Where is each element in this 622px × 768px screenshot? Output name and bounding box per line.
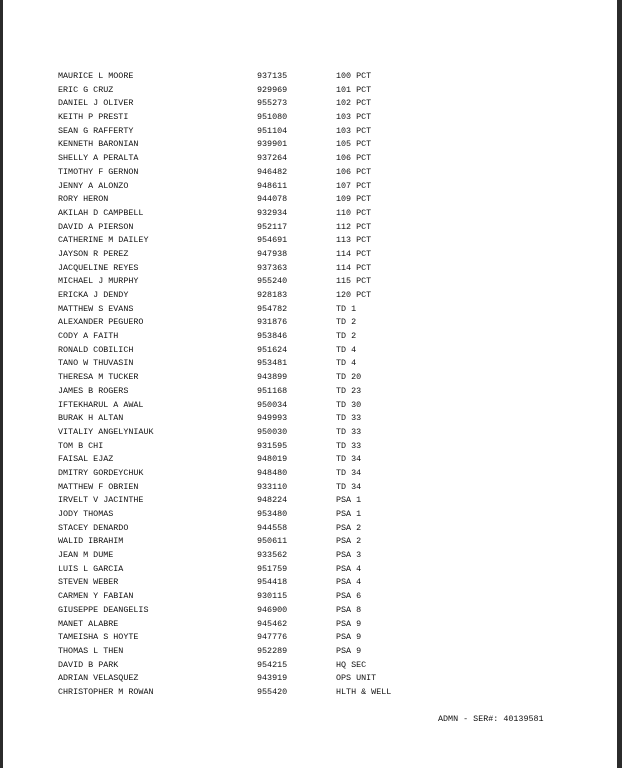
member-number: 943919 [257,673,288,684]
member-number: 939901 [257,139,288,150]
member-name: ADRIAN VELASQUEZ [58,673,139,684]
member-command: TD 33 [336,426,362,437]
member-number: 947776 [257,632,288,643]
member-number: 932934 [257,207,288,218]
member-number: 937363 [257,262,288,273]
member-name: STEVEN WEBER [58,577,119,588]
member-command: 100 PCT [336,71,372,81]
member-name: THERESA M TUCKER [58,372,139,383]
member-number: 952117 [257,221,288,232]
member-command: 106 PCT [336,153,372,164]
member-name: KEITH P PRESTI [58,112,129,123]
member-command: TD 4 [336,344,357,355]
member-number: 951104 [257,125,288,136]
member-number: 953846 [257,331,288,342]
member-number: 955273 [257,98,288,109]
member-name: ERICKA J DENDY [58,290,129,300]
member-name: TANO W THUVASIN [58,358,134,369]
member-command: PSA 9 [336,618,362,629]
member-command: 114 PCT [336,248,372,259]
member-command: PSA 6 [336,591,362,602]
member-number: 945462 [257,618,288,629]
member-number: 955420 [257,686,288,697]
member-number: 951624 [257,344,288,355]
member-command: 120 PCT [336,290,372,300]
member-command: PSA 1 [336,509,362,519]
member-command: TD 23 [336,385,362,396]
member-command: PSA 9 [336,645,362,656]
member-name: AKILAH D CAMPBELL [58,207,144,218]
member-command: OPS UNIT [336,673,377,684]
member-number: 954215 [257,659,288,670]
member-command: TD 2 [336,331,357,342]
member-name: TOM B CHI [58,440,104,451]
member-command: 114 PCT [336,262,372,273]
member-command: HLTH & WELL [336,686,392,697]
member-name: KENNETH BARONIAN [58,139,139,150]
member-command: PSA 2 [336,522,362,533]
member-name: DAVID B PARK [58,659,119,670]
member-number: 931595 [257,440,288,451]
member-name: SEAN G RAFFERTY [58,125,134,136]
member-name: CATHERINE M DAILEY [58,235,149,246]
member-name: CARMEN Y FABIAN [58,591,134,602]
member-name: JACQUELINE REYES [58,262,139,273]
member-number: 937135 [257,71,288,81]
member-number: 933562 [257,550,288,561]
member-command: 113 PCT [336,235,372,246]
member-name: STACEY DENARDO [58,522,129,533]
member-number: 933110 [257,481,288,492]
member-number: 948480 [257,467,288,478]
member-name: FAISAL EJAZ [58,454,114,465]
member-name: MICHAEL J MURPHY [58,276,139,287]
member-command: 101 PCT [336,84,372,95]
member-command: TD 34 [336,481,362,492]
member-command: TD 33 [336,413,362,424]
member-command: PSA 2 [336,536,362,547]
member-number: 948611 [257,180,288,191]
member-name: THOMAS L THEN [58,645,124,656]
serial-footer: ADMN - SER#: 40139581 [438,714,544,724]
member-name: MATTHEW F OBRIEN [58,481,139,492]
member-name: WALID IBRAHIM [58,536,124,547]
member-name: CODY A FAITH [58,331,119,342]
member-name: DMITRY GORDEYCHUK [58,467,144,478]
member-number: 951168 [257,385,288,396]
document-page [3,0,617,768]
member-command: 109 PCT [336,194,372,205]
member-command: 105 PCT [336,139,372,150]
member-name: MATTHEW S EVANS [58,303,134,314]
member-number: 944558 [257,522,288,533]
member-command: 102 PCT [336,98,372,109]
member-name: JAYSON R PEREZ [58,248,129,259]
member-number: 950030 [257,426,288,437]
member-number: 948019 [257,454,288,465]
member-command: PSA 1 [336,495,362,506]
member-command: TD 4 [336,358,357,369]
member-command: PSA 3 [336,550,362,561]
member-number: 947938 [257,248,288,259]
member-command: PSA 4 [336,577,362,588]
member-name: IFTEKHARUL A AWAL [58,399,144,410]
member-command: 112 PCT [336,221,372,232]
member-number: 937264 [257,153,288,164]
member-name: JODY THOMAS [58,509,114,519]
member-command: TD 30 [336,399,362,410]
member-number: 948224 [257,495,288,506]
member-number: 951759 [257,563,288,574]
member-number: 928183 [257,290,288,300]
member-command: HQ SEC [336,659,367,670]
member-number: 950034 [257,399,288,410]
member-name: VITALIY ANGELYNIAUK [58,426,154,437]
member-name: JENNY A ALONZO [58,180,129,191]
member-number: 949993 [257,413,288,424]
member-command: TD 34 [336,454,362,465]
member-number: 931876 [257,317,288,328]
member-number: 946900 [257,604,288,615]
member-name: CHRISTOPHER M ROWAN [58,686,154,697]
member-command: TD 20 [336,372,362,383]
member-command: TD 34 [336,467,362,478]
member-command: 103 PCT [336,112,372,123]
member-name: MANET ALABRE [58,618,119,629]
member-name: IRVELT V JACINTHE [58,495,144,506]
member-command: PSA 8 [336,604,362,615]
member-number: 930115 [257,591,288,602]
member-number: 929969 [257,84,288,95]
member-command: 107 PCT [336,180,372,191]
member-name: RORY HERON [58,194,109,205]
member-command: TD 33 [336,440,362,451]
member-command: 110 PCT [336,207,372,218]
member-number: 953480 [257,509,288,519]
member-name: TAMEISHA S HOYTE [58,632,139,643]
member-number: 952289 [257,645,288,656]
member-command: 103 PCT [336,125,372,136]
member-number: 954691 [257,235,288,246]
member-name: ALEXANDER PEGUERO [58,317,144,328]
member-number: 943899 [257,372,288,383]
member-command: 106 PCT [336,166,372,177]
member-name: TIMOTHY F GERNON [58,166,139,177]
member-number: 954418 [257,577,288,588]
member-command: PSA 9 [336,632,362,643]
member-command: PSA 4 [336,563,362,574]
member-name: MAURICE L MOORE [58,71,134,81]
member-name: GIUSEPPE DEANGELIS [58,604,149,615]
member-name: DANIEL J OLIVER [58,98,134,109]
member-name: LUIS L GARCIA [58,563,124,574]
member-name: RONALD COBILICH [58,344,134,355]
member-command: TD 1 [336,303,357,314]
member-name: JAMES B ROGERS [58,385,129,396]
member-name: JEAN M DUME [58,550,114,561]
member-number: 944078 [257,194,288,205]
member-number: 951080 [257,112,288,123]
member-number: 955240 [257,276,288,287]
member-number: 954782 [257,303,288,314]
member-number: 950611 [257,536,288,547]
member-name: ERIC G CRUZ [58,84,114,95]
member-name: DAVID A PIERSON [58,221,134,232]
member-name: BURAK H ALTAN [58,413,124,424]
member-command: 115 PCT [336,276,372,287]
member-number: 946482 [257,166,288,177]
member-number: 953481 [257,358,288,369]
member-command: TD 2 [336,317,357,328]
member-name: SHELLY A PERALTA [58,153,139,164]
